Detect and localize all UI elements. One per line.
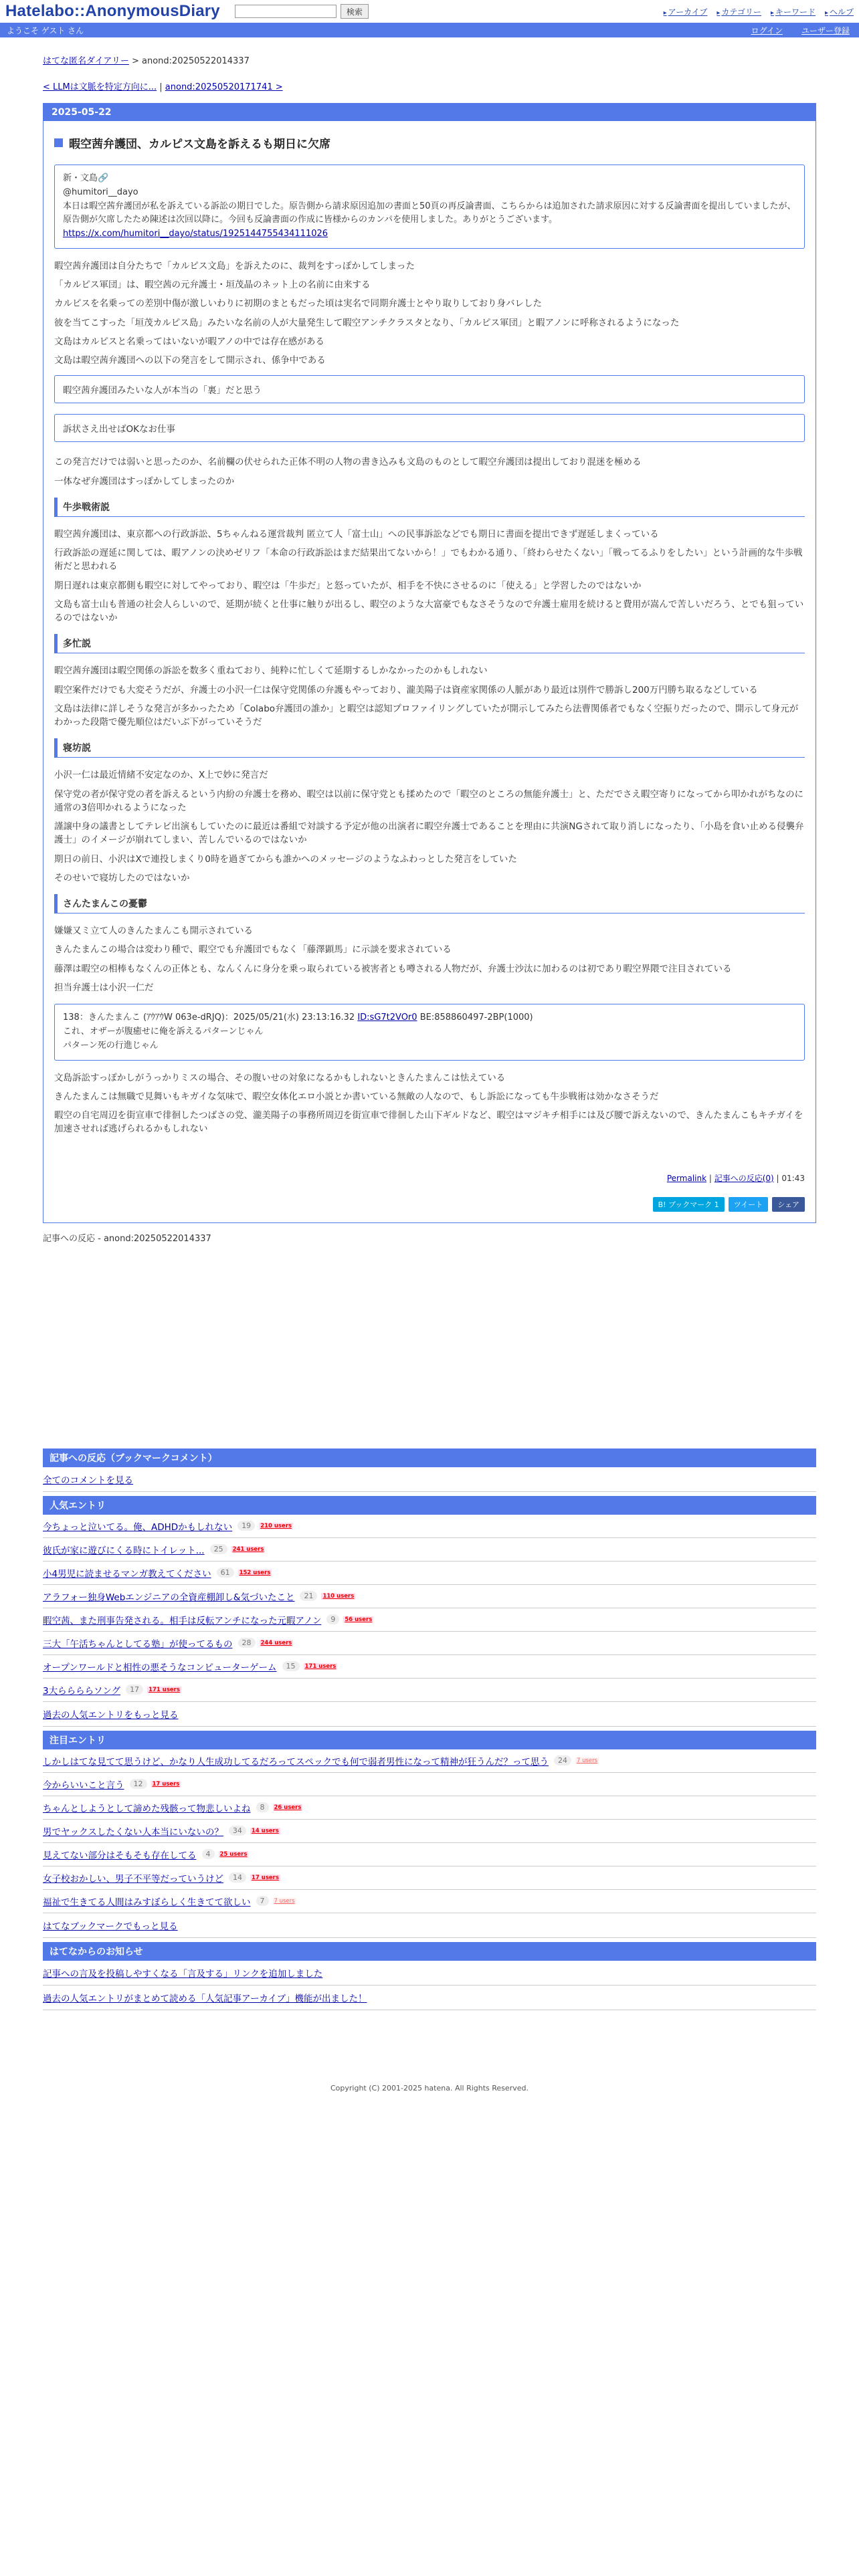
popular-more: [43, 1702, 816, 1727]
quote-handle: @humitori__dayo: [63, 187, 138, 197]
bbs-header: [63, 1011, 796, 1025]
entry-time: | 01:43: [776, 1173, 805, 1183]
register-link[interactable]: ユーザー登録: [801, 25, 850, 35]
bbs-line-1: これ、オザーが腹癒せに俺を訴えるパターンじゃん: [63, 1027, 264, 1037]
list-item: [43, 1562, 816, 1585]
users-badge[interactable]: 17 users: [152, 1780, 180, 1788]
entry-title[interactable]: [54, 134, 805, 151]
body-paragraph: 暇空案件だけでも大変そうだが、弁護士の小沢一仁は保守党関係の弁護もやっており、瀧美陽子は資産家関係の人脈があり最近は別件で勝訴し200万円勝ち取るなどしている: [54, 684, 758, 695]
entry-link[interactable]: 女子校おかしい、男子不平等だっていうけど: [43, 1873, 223, 1885]
top-link-label[interactable]: キーワード: [775, 7, 816, 17]
tweet-quote: [54, 165, 805, 249]
list-item: [43, 1655, 816, 1679]
entry-link[interactable]: 彼氏が家に遊びにくる時にトイレット...: [43, 1545, 205, 1556]
body-paragraph: 暇空茜弁護団は暇空関係の訴訟を数多く重ねており、純粋に忙しくて延期するしかなかったのかもしれない: [54, 665, 488, 677]
popular-more-link[interactable]: 過去の人気エントリをもっと見る: [43, 1709, 179, 1721]
body-paragraph: きんたまんこは無職で見舞いもキガイな気味で、暇空女体化エロ小説とか書いている無敵の人なので、もし訴訟になっても牛歩戦術は効かなさそうだ: [54, 1091, 659, 1102]
body-paragraph: 文島は法律に詳しそうな発言が多かったため「Colabo弁護団の誰か」と暇空は認知プロファイリングしていたが開示してみたら法曹関係者でもなく空振りだったので、開示して身元がわかった段階で優先順位はだいぶ下がっていそうだ: [54, 703, 799, 728]
noteworthy-more-link[interactable]: はてなブックマークでもっと見る: [43, 1921, 178, 1932]
all-comments-link: [43, 1467, 816, 1492]
share-buttons: [54, 1197, 805, 1212]
users-badge[interactable]: 171 users: [149, 1686, 180, 1693]
entry-link[interactable]: 3大ららららソング: [43, 1685, 121, 1697]
quote-body: 本日は暇空茜弁護団が私を訴えている訴訟の期日でした。原告側から請求原因追加の書面と50頁の再反論書面、こちらからは追加された請求原因に対する反論書面を提出していましたが、原告側が欠席したため陳述は次回以降に。今回も反論書面の作成に皆様からのカンパを使用しました。ありがとうございます。: [63, 201, 796, 225]
search-input[interactable]: [235, 5, 337, 18]
comment-count-icon[interactable]: 25: [210, 1544, 227, 1554]
section-heading: さんたまんこの憂鬱: [54, 894, 805, 914]
entry-title-text[interactable]: 暇空茜弁護団、カルピス文島を訴えるも期日に欠席: [69, 138, 330, 151]
next-entry-link[interactable]: anond:20250520171741 >: [165, 82, 283, 92]
quote-link[interactable]: https://x.com/humitori__dayo/status/1925144755434111026: [63, 229, 328, 239]
comment-count-icon[interactable]: 19: [237, 1521, 255, 1531]
help-icon: ▸: [824, 9, 828, 17]
entry-box: [43, 103, 816, 1223]
comment-count-icon[interactable]: 7: [256, 1896, 269, 1906]
users-badge[interactable]: 26 users: [274, 1804, 302, 1811]
list-item: [43, 1515, 816, 1538]
entry-date: 2025-05-22: [43, 104, 816, 121]
body-paragraph: 小沢一仁は最近情緒不安定なのか、X上で妙に発言だ: [54, 770, 268, 781]
search-button[interactable]: 検索: [341, 4, 369, 19]
users-badge[interactable]: 7 users: [274, 1897, 295, 1905]
body-paragraph: 担当弁護士は小沢一仁だ: [54, 982, 154, 993]
body-paragraph: 謹譲中身の議書としてテレビ出演もしていたのに最近は番組で対談する予定が他の出演者に暇空弁護士であることを理由に共演NGされて取り消しになったり、「小島を食い止める侵襲弁護士」のイメージが崩れてしまい、苦しんでいるのではないか: [54, 821, 804, 846]
bbs-header-text: 138：きんたまんこ (ｱｳｱｳW 063e-dRJQ)：2025/05/21(水) 23:13:16.32: [63, 1012, 358, 1023]
comment-count-icon[interactable]: 34: [229, 1826, 246, 1836]
comment-count-icon[interactable]: 28: [238, 1638, 256, 1648]
bookmark-section-title: 記事への反応（ブックマークコメント）: [43, 1448, 816, 1467]
body-paragraph: 期日の前日、小沢はXで連投しまくり0時を過ぎてからも誰かへのメッセージのようなふわっとした発言をしていた: [54, 853, 517, 865]
comment-count-icon[interactable]: 17: [126, 1685, 143, 1695]
permalink[interactable]: Permalink: [666, 1173, 707, 1183]
top-bar: [0, 0, 859, 23]
body-paragraph: きんたまんこの場合は変わり種で、暇空でも弁護団でもなく「藤澤顕馬」に示談を要求されている: [54, 944, 452, 956]
body-paragraph: 文島も富士山も普通の社会人らしいので、延期が続くと仕事に触りが出るし、暇空のような大富豪でもなさそうなので弁護士雇用を続けると費用が嵩んで苦しいだろう、とでも狙っているのではないか: [54, 599, 804, 624]
comment-count-icon[interactable]: 21: [300, 1591, 317, 1601]
breadcrumb-current: anond:20250522014337: [142, 56, 250, 66]
comment-count-icon[interactable]: 12: [130, 1779, 147, 1789]
welcome-text: ようこそ ゲスト さん: [7, 25, 84, 35]
section-heading: 多忙説: [54, 634, 805, 653]
top-link-0[interactable]: [664, 6, 708, 17]
top-link-2[interactable]: [771, 6, 816, 17]
list-item: [43, 1820, 816, 1843]
bbs-line-2: パターン死の行進じゃん: [63, 1040, 159, 1051]
body-paragraph: この発言だけでは弱いと思ったのか、名前欄の伏せられた正体不明の人物の書き込みも文島のものとして暇空弁護団は提出しており混迷を極める: [54, 457, 642, 468]
reaction-line: 記事への反応 - anond:20250522014337: [43, 1233, 211, 1244]
list-item: [43, 1890, 816, 1913]
entry-link[interactable]: 福祉で生きてる人間はみすぼらしく生きてて欲しい: [43, 1897, 251, 1908]
section-heading: 寝坊説: [54, 738, 805, 758]
users-badge[interactable]: 14 users: [251, 1827, 279, 1834]
notice-link[interactable]: 記事への言及を投稿しやすくなる「言及する」リンクを追加しました: [43, 1968, 323, 1979]
pager-sep: |: [157, 82, 165, 92]
body-paragraph: 暇空茜弁護団は、東京都への行政訴訟、5ちゃんねる運営裁判 匿立て人「富士山」への民事訴訟などでも期日に書面を提出できず遅延しまくっている: [54, 528, 659, 540]
notice-item: [43, 1985, 816, 2010]
main-content: [43, 53, 816, 2092]
blank-area: [43, 1244, 816, 1444]
users-badge[interactable]: 171 users: [304, 1662, 337, 1670]
entry-link[interactable]: 今からいいこと言う: [43, 1780, 124, 1791]
body-paragraph: 文島は暇空茜弁護団への以下の発言をして開示され、係争中である: [54, 355, 326, 366]
users-badge[interactable]: 17 users: [252, 1874, 279, 1881]
top-links: [664, 6, 854, 17]
comment-count-icon[interactable]: 15: [282, 1661, 300, 1671]
twitter-share-button[interactable]: ツイート: [729, 1197, 768, 1212]
hatena-bookmark-share-button[interactable]: B! ブックマーク 1: [653, 1197, 725, 1212]
body-paragraph: 暇空の自宅周辺を街宣車で徘徊したつばさの党、瀧美陽子の事務所周辺を街宣車で徘徊した山下ギルドなど、暇空はマジキチ相手には及び腰で訴えないので、きんたまんこもキチガイを加速させれば逃げられるかもしれない: [54, 1110, 803, 1135]
comment-count-icon[interactable]: 8: [256, 1802, 269, 1812]
entry-link[interactable]: しかしはてな見てて思うけど、かなり人生成功してるだろってスペックでも何で弱者男性になって精神が狂うんだ？って思う: [43, 1756, 549, 1767]
entry-link[interactable]: ちゃんとしようとして諦めた残骸って物悲しいよね: [43, 1803, 251, 1814]
body-paragraph: 期日遅れは東京都側も暇空に対してやっており、暇空は「牛歩だ」と怒っていたが、相手を不快にさせるのに「使える」と学習したのではないか: [54, 580, 642, 591]
entry-link[interactable]: 見えてない部分はそもそも存在してる: [43, 1850, 197, 1861]
section-heading: 牛歩戦術説: [54, 498, 805, 517]
title-square-icon: [54, 138, 63, 147]
users-badge[interactable]: 152 users: [239, 1569, 271, 1576]
list-item: [43, 1866, 816, 1890]
comment-count-icon[interactable]: 14: [229, 1872, 246, 1883]
prev-entry-link[interactable]: < LLMは文脈を特定方向に...: [43, 82, 157, 92]
users-badge[interactable]: 7 users: [577, 1757, 598, 1764]
body-paragraph: 文島訴訟すっぽかしがうっかりミスの場合、その腹いせの対象になるかもしれないときんたまんこは怯えている: [54, 1072, 506, 1083]
list-item: [43, 1608, 816, 1632]
bbs-header-be: BE:858860497-2BP(1000): [417, 1012, 533, 1023]
noteworthy-title: 注目エントリ: [43, 1731, 816, 1749]
top-link-1[interactable]: [717, 6, 761, 17]
comment-count-icon[interactable]: 9: [326, 1614, 339, 1624]
body-paragraph: そのせいで寝坊したのではないか: [54, 872, 190, 883]
list-item: [43, 1749, 816, 1773]
body-paragraph: 彼を当てこすった「垣茂カルピス島」みたいな名前の人が大量発生して暇空アンチクラスタとなり、「カルピス軍団」と暇アノンに呼称されるようになった: [54, 317, 680, 328]
login-link[interactable]: ログイン: [751, 25, 783, 35]
breadcrumb: [43, 53, 816, 66]
list-item: [43, 1773, 816, 1796]
quote-author: 新・文島🔗: [63, 173, 109, 183]
body-paragraph: 文島はカルピスと名乗ってはいないが暇アノの中では存在感がある: [54, 336, 324, 347]
list-item: [43, 1796, 816, 1820]
users-badge[interactable]: 210 users: [260, 1522, 292, 1529]
top-link-label[interactable]: ヘルプ: [829, 7, 854, 17]
users-badge[interactable]: 241 users: [232, 1545, 264, 1553]
popular-title: 人気エントリ: [43, 1496, 816, 1515]
body-paragraph: 行政訴訟の遅延に関しては、暇アノンの決めゼリフ「本命の行政訴訟はまだ結果出てないから！」でもわかる通り、「終わらせたくない」「戦ってるふりをしたい」という計画的な牛歩戦術だと思われる: [54, 548, 803, 572]
list-item: [43, 1843, 816, 1866]
notice-title: はてなからのお知らせ: [43, 1942, 816, 1961]
keyword-icon: ▸: [770, 9, 774, 17]
comment-count-icon[interactable]: 4: [202, 1849, 215, 1859]
quote-box-2: 訴状さえ出せばOKなお仕事: [54, 414, 805, 442]
comment-count-icon[interactable]: 24: [554, 1755, 571, 1765]
top-link-label[interactable]: アーカイブ: [668, 7, 708, 17]
list-item: [43, 1679, 816, 1702]
body-paragraph: カルピスを名乗っての差別中傷が激しいわりに初期のまともだった頃は実名で同期弁護士とやり取りしており身バレした: [54, 298, 542, 310]
all-comments-link-text[interactable]: 全てのコメントを見る: [43, 1475, 133, 1486]
bbs-id-link[interactable]: ID:sG7t2VOr0: [357, 1012, 417, 1023]
noteworthy-more: [43, 1913, 816, 1938]
entry-link[interactable]: 小4男児に読ませるマンガ教えてください: [43, 1568, 211, 1580]
users-badge[interactable]: 110 users: [322, 1592, 355, 1600]
breadcrumb-sep: >: [128, 56, 142, 66]
user-bar: [0, 23, 859, 37]
facebook-share-button[interactable]: シェア: [772, 1197, 805, 1212]
copyright: Copyright (C) 2001-2025 hatena. All Rights Reserved.: [330, 2083, 529, 2092]
list-item: [43, 1585, 816, 1608]
body-paragraph: 暇空茜弁護団は自分たちで「カルピス文島」を訴えたのに、裁判をすっぽかしてしまった: [54, 260, 415, 272]
top-link-3[interactable]: [825, 6, 854, 17]
category-icon: ▸: [717, 9, 721, 17]
entry-link[interactable]: 男でヤックスしたくない人本当にいないの？: [43, 1826, 223, 1838]
entry-link[interactable]: オープンワールドと相性の悪そうなコンピューターゲーム: [43, 1662, 277, 1673]
archive-icon: ▸: [663, 9, 667, 17]
comment-count-icon[interactable]: 61: [217, 1568, 234, 1578]
bbs-quote: [54, 1004, 805, 1060]
entry-link[interactable]: 暇空茜、また刑事告発される。相手は反転アンチになった元暇アノン: [43, 1615, 322, 1626]
notice-item: [43, 1961, 816, 1985]
body-paragraph: 「カルピス軍団」は、暇空茜の元弁護士・垣茂晶のネット上の名前に由来する: [54, 280, 371, 291]
list-item: [43, 1538, 816, 1562]
body-paragraph: 嫌嫌又ミ立て人のきんたまんこも開示されている: [54, 926, 253, 937]
users-badge[interactable]: 244 users: [260, 1639, 292, 1646]
site-logo[interactable]: Hatelabo::AnonymousDiary: [5, 2, 220, 20]
entry-link[interactable]: アラフォー独身Webエンジニアの全資産棚卸し&気づいたこと: [43, 1592, 295, 1603]
users-badge[interactable]: 56 users: [345, 1616, 373, 1623]
reactions-link[interactable]: 記事への反応(0): [714, 1173, 774, 1183]
top-link-label[interactable]: カテゴリー: [721, 7, 761, 17]
entry-link[interactable]: 三大「午活ちゃんとしてる塾」が使ってるもの: [43, 1638, 233, 1650]
pager: [43, 80, 816, 92]
body-paragraph: 保守党の者が保守党の者を訴えるという内紛の弁護士を務め、暇空は以前に保守党とも揉めたので「暇空のところの無能弁護士」と、ただでさえ暇空寄りになってから叩かれがちなのに通常の3倍叩かれるようになった: [54, 788, 803, 813]
body-paragraph: 一体なぜ弁護団はすっぽかしてしまったのか: [54, 475, 235, 487]
breadcrumb-home[interactable]: はてな匿名ダイアリー: [43, 56, 129, 66]
users-badge[interactable]: 25 users: [219, 1850, 248, 1858]
entry-footer: Permalink | 記事への反応(0) | 01:43: [666, 1173, 805, 1183]
body-paragraph: 藤澤は暇空の相棒もなくんの正体とも、なんくんに身分を乗っ取られている被害者とも噂される人物だが、弁護士沙汰に加わるのは初であり暇空界隈で注目されている: [54, 963, 732, 974]
notice-link[interactable]: 過去の人気エントリがまとめて読める「人気記事アーカイブ」機能が出ました！: [43, 1993, 367, 2004]
list-item: [43, 1632, 816, 1655]
quote-box-1: 暇空茜弁護団みたいな人が本当の「裏」だと思う: [54, 375, 805, 403]
entry-link[interactable]: 今ちょっと泣いてる。俺、ADHDかもしれない: [43, 1521, 233, 1533]
